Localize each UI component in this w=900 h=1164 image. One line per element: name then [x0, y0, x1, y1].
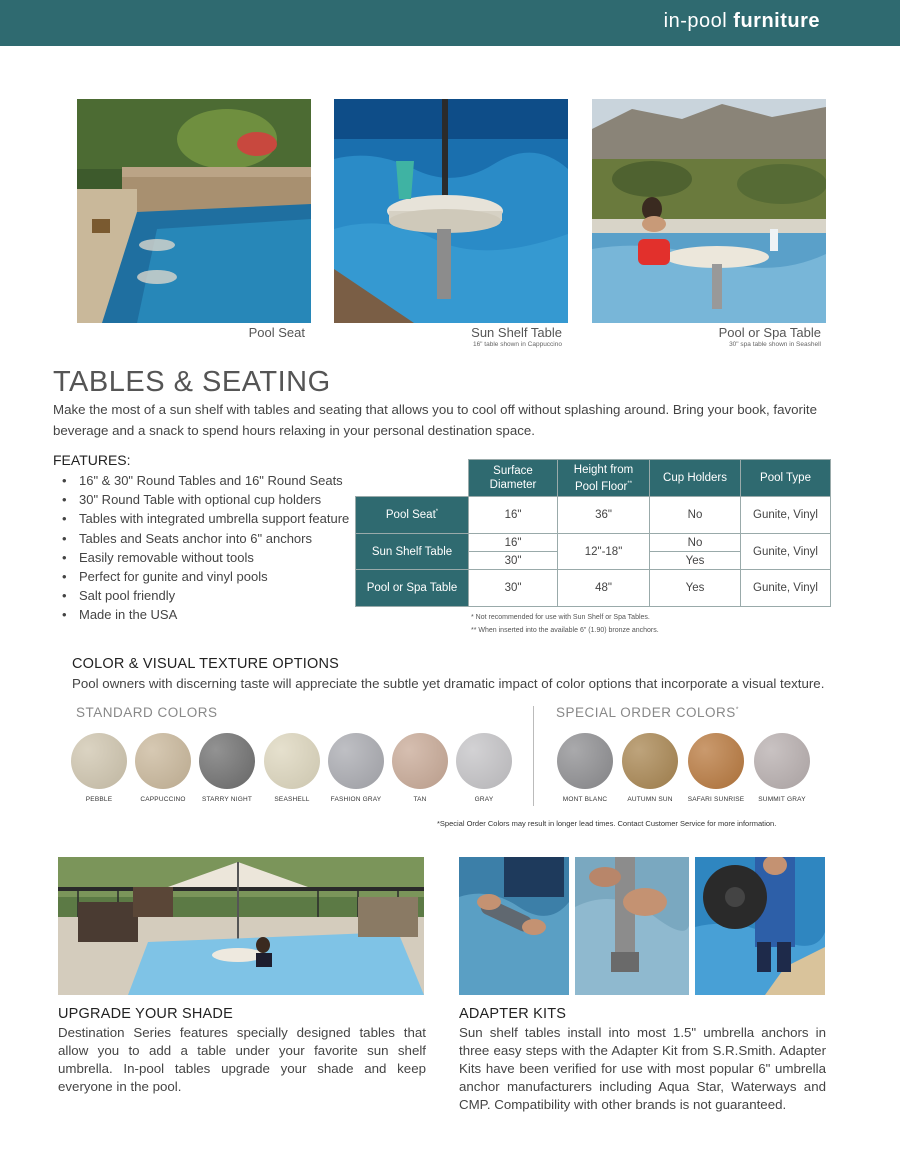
feature-item: • Tables with integrated umbrella support feature: [62, 509, 349, 528]
cell: Yes: [650, 570, 741, 607]
standard-color-swatch-label: CAPPUCCINO: [140, 796, 186, 803]
cell: Gunite, Vinyl: [741, 570, 831, 607]
spec-header-row: [356, 460, 831, 497]
pool-seat-caption: Pool Seat: [248, 325, 305, 340]
feature-item: • Easily removable without tools: [62, 548, 349, 567]
standard-colors-label: STANDARD COLORS: [76, 705, 218, 720]
feature-item: • Tables and Seats anchor into 6" anchors: [62, 529, 349, 548]
features-list: [62, 471, 349, 625]
cell: 30": [469, 552, 558, 570]
sun-shelf-caption: Sun Shelf Table: [471, 325, 562, 340]
standard-color-swatch: [199, 733, 255, 789]
adapter-heading: ADAPTER KITS: [459, 1006, 567, 1022]
sun-shelf-photo: [334, 99, 568, 323]
spec-table: [355, 459, 831, 607]
standard-color-swatch: [71, 733, 127, 789]
standard-color-swatch: [135, 733, 191, 789]
shade-photo: [58, 857, 424, 995]
header-title: [664, 10, 820, 33]
pool-spa-subcaption: 30" spa table shown in Seashell: [729, 341, 821, 348]
shade-heading: UPGRADE YOUR SHADE: [58, 1006, 233, 1022]
feature-item: • Salt pool friendly: [62, 586, 349, 605]
colors-intro: Pool owners with discerning taste will appreciate the subtle yet dramatic impact of color options that incorporate a visual texture.: [72, 676, 825, 691]
table-row: [356, 534, 831, 552]
pool-spa-caption: Pool or Spa Table: [718, 325, 821, 340]
shade-text: Destination Series features specially designed tables that allow you to add a table under your favorite sun shelf umbrella. In-pool tables upgrade your shade and keep everyone in the pool.: [58, 1025, 426, 1094]
cell: Gunite, Vinyl: [741, 534, 831, 570]
special-color-swatch: [557, 733, 613, 789]
header-title-bold: furniture: [733, 10, 820, 32]
feature-item: • Perfect for gunite and vinyl pools: [62, 567, 349, 586]
standard-color-swatch: [328, 733, 384, 789]
adapter-photo-1: [459, 857, 569, 995]
adapter-photo-2: [575, 857, 689, 995]
special-color-swatch-label: MONT BLANC: [562, 796, 608, 803]
table-note-1: * Not recommended for use with Sun Shelf or Spa Tables.: [471, 614, 650, 621]
spec-header-type: Pool Type: [741, 460, 831, 497]
cell: 48": [558, 570, 650, 607]
cell: 30": [469, 570, 558, 607]
features-heading: FEATURES:: [53, 452, 131, 468]
cell: No: [650, 497, 741, 534]
standard-color-swatch-label: FASHION GRAY: [330, 796, 382, 803]
standard-color-swatch-label: PEBBLE: [85, 796, 113, 803]
row-header-pool-spa: Pool or Spa Table: [356, 570, 469, 607]
pool-spa-photo: [592, 99, 826, 323]
feature-item: • 16" & 30" Round Tables and 16" Round Seats: [62, 471, 349, 490]
pool-seat-photo: [77, 99, 311, 323]
spec-header-surface: Surface Diameter: [469, 460, 558, 497]
special-colors-label: SPECIAL ORDER COLORS*: [556, 705, 740, 720]
spec-header-height: Height from Pool Floor**: [558, 460, 650, 497]
standard-color-swatch-label: STARRY NIGHT: [201, 796, 253, 803]
cell: 16": [469, 497, 558, 534]
header-title-light: in-pool: [663, 10, 734, 32]
section-title: TABLES & SEATING: [53, 366, 331, 398]
standard-color-swatch: [392, 733, 448, 789]
standard-color-swatch-label: GRAY: [474, 796, 494, 803]
special-color-swatch-label: SAFARI SUNRISE: [687, 796, 745, 803]
colors-heading: COLOR & VISUAL TEXTURE OPTIONS: [72, 656, 340, 672]
colors-divider: [533, 706, 534, 806]
special-color-swatch: [688, 733, 744, 789]
standard-color-swatch-label: SEASHELL: [274, 796, 310, 803]
standard-color-swatch: [264, 733, 320, 789]
special-color-swatch-label: SUMMIT GRAY: [758, 796, 806, 803]
adapter-text: Sun shelf tables install into most 1.5" umbrella anchors in three easy steps with the Adapter Kit from S.R.Smith. Adapter Kits have been verified for use with most popular 6" umbrella anchor manufacturers including Aqua Star, Waterways and CMP. Compatibility with other brands is not guaranteed.: [459, 1025, 826, 1112]
section-intro: Make the most of a sun shelf with tables and seating that allows you to cool off without splashing around. Bring your book, favorite beverage and a snack to spend hours relaxing in your personal destination space.: [53, 402, 818, 438]
spec-corner: [356, 460, 469, 497]
sun-shelf-subcaption: 16" table shown in Cappuccino: [472, 341, 562, 348]
table-row: [356, 497, 831, 534]
cell: 12"-18": [558, 534, 650, 570]
row-header-sun-shelf: Sun Shelf Table: [356, 534, 469, 570]
adapter-photo-3: [695, 857, 825, 995]
cell: Yes: [650, 552, 741, 570]
table-row: [356, 570, 831, 607]
special-color-swatch-label: AUTUMN SUN: [627, 796, 673, 803]
special-color-swatch: [754, 733, 810, 789]
cell: 36": [558, 497, 650, 534]
cell: 16": [469, 534, 558, 552]
standard-color-swatch: [456, 733, 512, 789]
spec-header-cup: Cup Holders: [650, 460, 741, 497]
header-bar: [0, 0, 900, 46]
feature-item: • Made in the USA: [62, 605, 349, 624]
row-header-pool-seat: Pool Seat*: [356, 497, 469, 534]
standard-color-swatch-label: TAN: [413, 796, 427, 803]
special-order-note: *Special Order Colors may result in longer lead times. Contact Customer Service for more information.: [437, 819, 777, 828]
cell: Gunite, Vinyl: [741, 497, 831, 534]
special-color-swatch: [622, 733, 678, 789]
cell: No: [650, 534, 741, 552]
feature-item: • 30" Round Table with optional cup holders: [62, 490, 349, 509]
table-note-2: ** When inserted into the available 6" (1.90) bronze anchors.: [471, 627, 659, 634]
